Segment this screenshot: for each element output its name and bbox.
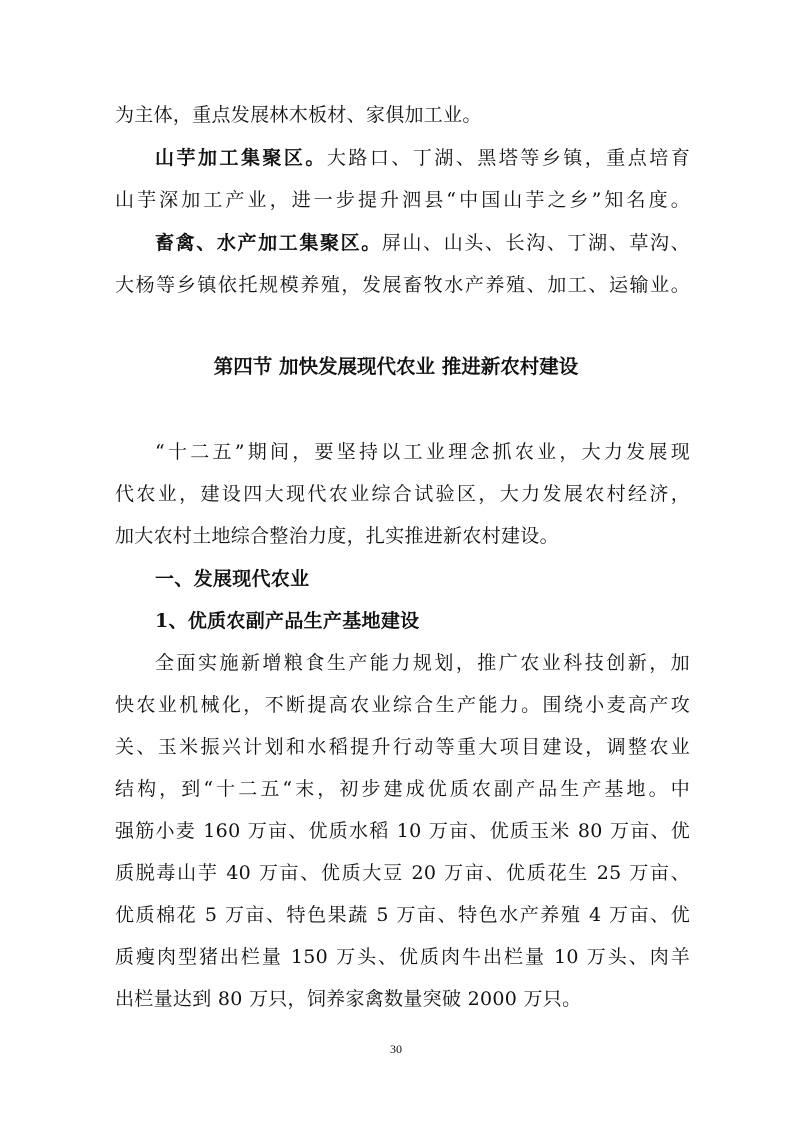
paragraph-line: 为主体，重点发展林木板材、家俱加工业。	[115, 104, 482, 126]
paragraph-line: 代农业，建设四大现代农业综合试验区，大力发展农村经济，	[115, 483, 690, 505]
cluster-yam-text: 大路口、丁湖、黑塔等乡镇，重点培育	[326, 147, 690, 169]
paragraph-line: “十二五”期间，要坚持以工业理念抓农业，大力发展现	[155, 441, 690, 463]
page-number: 30	[390, 1042, 402, 1056]
subsection-heading: 1、优质农副产品生产基地建设	[155, 610, 420, 632]
paragraph-line: 快农业机械化，不断提高农业综合生产能力。围绕小麦高产攻	[115, 694, 690, 716]
paragraph-line: 出栏量达到 80 万只，饲养家禽数量突破 2000 万只。	[115, 988, 582, 1010]
cluster-yam-heading: 山芋加工集聚区。	[155, 147, 327, 169]
cluster-livestock-heading: 畜禽、水产加工集聚区。	[155, 232, 382, 254]
section-title: 第四节 加快发展现代农业 推进新农村建设	[213, 355, 579, 378]
paragraph-line: 质瘦肉型猪出栏量 150 万头、优质肉牛出栏量 10 万头、肉羊	[115, 946, 690, 968]
paragraph-line: 质脱毒山芋 40 万亩、优质大豆 20 万亩、优质花生 25 万亩、	[115, 862, 690, 884]
subsection-heading: 一、发展现代农业	[155, 568, 310, 590]
paragraph-line: 关、玉米振兴计划和水稻提升行动等重大项目建设，调整农业	[115, 736, 690, 758]
paragraph-line: 结构，到“十二五“末，初步建成优质农副产品生产基地。中	[115, 778, 690, 800]
paragraph-line: 大杨等乡镇依托规模养殖，发展畜牧水产养殖、加工、运输业。	[115, 274, 690, 296]
paragraph-line: 山芋深加工产业，进一步提升泗县“中国山芋之乡”知名度。	[115, 189, 690, 211]
paragraph-line: 强筋小麦 160 万亩、优质水稻 10 万亩、优质玉米 80 万亩、优	[115, 820, 690, 842]
cluster-yam-line	[155, 143, 690, 173]
paragraph-line: 加大农村土地综合整治力度，扎实推进新农村建设。	[115, 525, 559, 547]
cluster-livestock-text: 屏山、山头、长沟、丁湖、草沟、	[381, 232, 690, 254]
paragraph-line: 优质棉花 5 万亩、特色果蔬 5 万亩、特色水产养殖 4 万亩、优	[115, 904, 690, 926]
cluster-livestock-line	[155, 228, 690, 258]
paragraph-line: 全面实施新增粮食生产能力规划，推广农业科技创新，加	[155, 652, 690, 674]
